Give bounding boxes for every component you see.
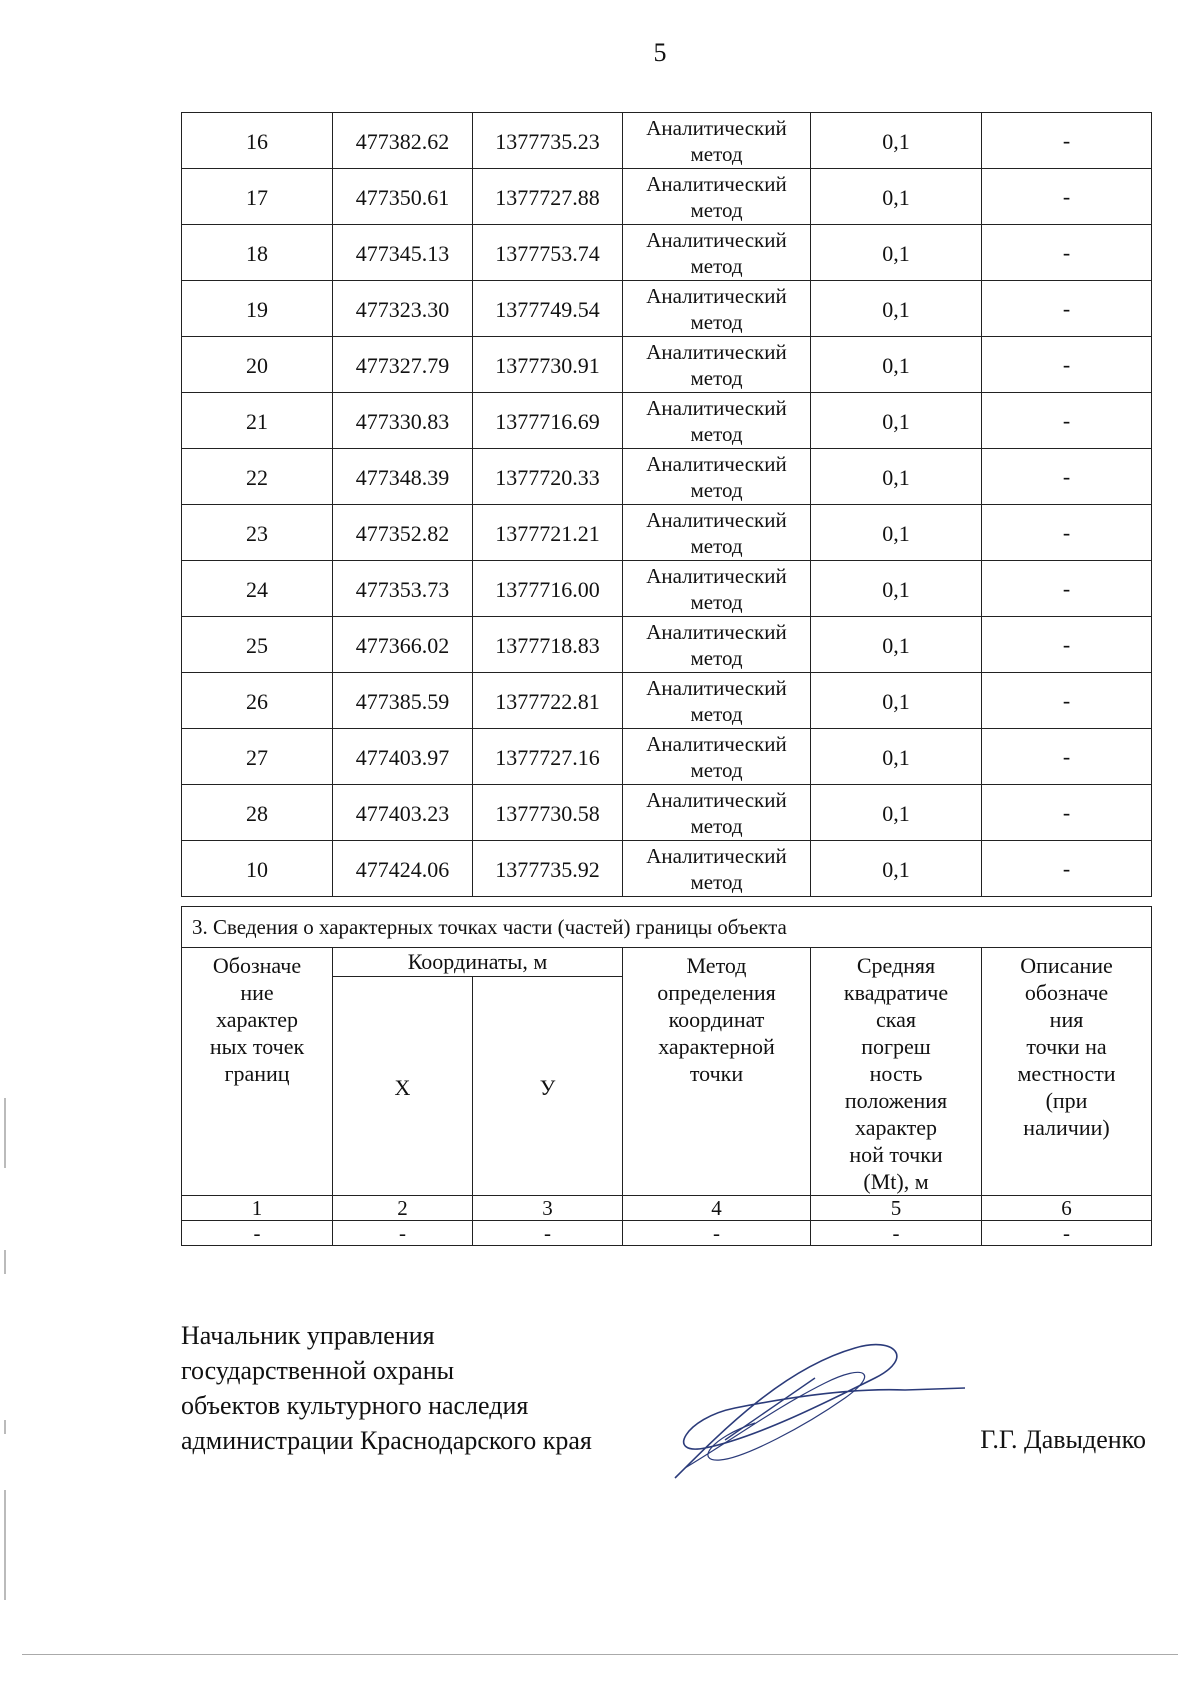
method-cell: Аналитический метод bbox=[623, 337, 811, 393]
column-number: 3 bbox=[473, 1196, 623, 1221]
description-cell: - bbox=[982, 225, 1152, 281]
error-cell: 0,1 bbox=[811, 281, 982, 337]
error-cell: 0,1 bbox=[811, 393, 982, 449]
empty-row bbox=[182, 1221, 1152, 1246]
description-cell: - bbox=[982, 393, 1152, 449]
x-coordinate-cell: 477327.79 bbox=[333, 337, 473, 393]
error-cell: 0,1 bbox=[811, 449, 982, 505]
x-coordinate-cell: 477323.30 bbox=[333, 281, 473, 337]
description-cell: - bbox=[982, 729, 1152, 785]
empty-cell: - bbox=[623, 1221, 811, 1246]
scan-edge-mark bbox=[4, 1098, 6, 1168]
error-cell: 0,1 bbox=[811, 841, 982, 897]
description-cell: - bbox=[982, 449, 1152, 505]
signer-position-line: администрации Краснодарского края bbox=[181, 1426, 592, 1455]
x-coordinate-cell: 477366.02 bbox=[333, 617, 473, 673]
table-row bbox=[182, 729, 1152, 785]
signer-position bbox=[181, 1318, 592, 1458]
x-coordinate-cell: 477382.62 bbox=[333, 113, 473, 169]
point-number-cell: 16 bbox=[182, 113, 333, 169]
method-cell: Аналитический метод bbox=[623, 393, 811, 449]
boundary-points-table bbox=[181, 112, 1152, 897]
y-coordinate-cell: 1377720.33 bbox=[473, 449, 623, 505]
method-cell: Аналитический метод bbox=[623, 561, 811, 617]
point-number-cell: 26 bbox=[182, 673, 333, 729]
section3-title: 3. Сведения о характерных точках части (частей) границы объекта bbox=[182, 907, 1152, 948]
x-coordinate-cell: 477424.06 bbox=[333, 841, 473, 897]
description-cell: - bbox=[982, 169, 1152, 225]
y-coordinate-cell: 1377716.69 bbox=[473, 393, 623, 449]
y-coordinate-cell: 1377721.21 bbox=[473, 505, 623, 561]
empty-cell: - bbox=[333, 1221, 473, 1246]
column-number: 5 bbox=[811, 1196, 982, 1221]
description-cell: - bbox=[982, 281, 1152, 337]
point-number-cell: 28 bbox=[182, 785, 333, 841]
x-coordinate-cell: 477348.39 bbox=[333, 449, 473, 505]
x-coordinate-cell: 477350.61 bbox=[333, 169, 473, 225]
header-method: Метод определения координат характерной точки bbox=[623, 948, 811, 1196]
header-description: Описание обозначе ния точки на местности (при наличии) bbox=[982, 948, 1152, 1196]
method-cell: Аналитический метод bbox=[623, 673, 811, 729]
point-number-cell: 25 bbox=[182, 617, 333, 673]
y-coordinate-cell: 1377749.54 bbox=[473, 281, 623, 337]
y-coordinate-cell: 1377735.23 bbox=[473, 113, 623, 169]
column-numbers-row bbox=[182, 1196, 1152, 1221]
y-coordinate-cell: 1377716.00 bbox=[473, 561, 623, 617]
scan-edge-mark bbox=[4, 1250, 6, 1274]
x-coordinate-cell: 477385.59 bbox=[333, 673, 473, 729]
table-row bbox=[182, 169, 1152, 225]
table-row bbox=[182, 785, 1152, 841]
x-coordinate-cell: 477345.13 bbox=[333, 225, 473, 281]
point-number-cell: 21 bbox=[182, 393, 333, 449]
error-cell: 0,1 bbox=[811, 505, 982, 561]
error-cell: 0,1 bbox=[811, 673, 982, 729]
signer-position-line: объектов культурного наследия bbox=[181, 1391, 529, 1420]
x-coordinate-cell: 477353.73 bbox=[333, 561, 473, 617]
error-cell: 0,1 bbox=[811, 169, 982, 225]
method-cell: Аналитический метод bbox=[623, 785, 811, 841]
header-coordinates: Координаты, м bbox=[333, 948, 623, 977]
table-row bbox=[182, 841, 1152, 897]
method-cell: Аналитический метод bbox=[623, 281, 811, 337]
empty-cell: - bbox=[473, 1221, 623, 1246]
y-coordinate-cell: 1377730.58 bbox=[473, 785, 623, 841]
error-cell: 0,1 bbox=[811, 617, 982, 673]
x-coordinate-cell: 477403.23 bbox=[333, 785, 473, 841]
x-coordinate-cell: 477330.83 bbox=[333, 393, 473, 449]
method-cell: Аналитический метод bbox=[623, 841, 811, 897]
table-row bbox=[182, 113, 1152, 169]
table-row bbox=[182, 617, 1152, 673]
error-cell: 0,1 bbox=[811, 729, 982, 785]
description-cell: - bbox=[982, 673, 1152, 729]
y-coordinate-cell: 1377727.16 bbox=[473, 729, 623, 785]
signer-position-line: Начальник управления bbox=[181, 1321, 435, 1350]
description-cell: - bbox=[982, 561, 1152, 617]
column-number: 2 bbox=[333, 1196, 473, 1221]
error-cell: 0,1 bbox=[811, 113, 982, 169]
method-cell: Аналитический метод bbox=[623, 505, 811, 561]
method-cell: Аналитический метод bbox=[623, 225, 811, 281]
description-cell: - bbox=[982, 505, 1152, 561]
table-row bbox=[182, 281, 1152, 337]
point-number-cell: 23 bbox=[182, 505, 333, 561]
header-designation: Обозначе ние характер ных точек границ bbox=[182, 948, 333, 1196]
header-x: Х bbox=[333, 976, 473, 1195]
error-cell: 0,1 bbox=[811, 785, 982, 841]
description-cell: - bbox=[982, 617, 1152, 673]
method-cell: Аналитический метод bbox=[623, 169, 811, 225]
point-number-cell: 19 bbox=[182, 281, 333, 337]
method-cell: Аналитический метод bbox=[623, 617, 811, 673]
column-number: 4 bbox=[623, 1196, 811, 1221]
table-row bbox=[182, 225, 1152, 281]
column-number: 6 bbox=[982, 1196, 1152, 1221]
section3-table bbox=[181, 906, 1152, 1246]
point-number-cell: 22 bbox=[182, 449, 333, 505]
y-coordinate-cell: 1377727.88 bbox=[473, 169, 623, 225]
header-y: У bbox=[473, 976, 623, 1195]
description-cell: - bbox=[982, 841, 1152, 897]
header-error: Средняя квадратиче ская погреш ность положения характер ной точки (Mt), м bbox=[811, 948, 982, 1196]
method-cell: Аналитический метод bbox=[623, 113, 811, 169]
point-number-cell: 20 bbox=[182, 337, 333, 393]
y-coordinate-cell: 1377722.81 bbox=[473, 673, 623, 729]
empty-cell: - bbox=[982, 1221, 1152, 1246]
table-row bbox=[182, 673, 1152, 729]
empty-cell: - bbox=[811, 1221, 982, 1246]
point-number-cell: 27 bbox=[182, 729, 333, 785]
table-row bbox=[182, 449, 1152, 505]
point-number-cell: 10 bbox=[182, 841, 333, 897]
column-number: 1 bbox=[182, 1196, 333, 1221]
error-cell: 0,1 bbox=[811, 561, 982, 617]
scan-edge-mark bbox=[4, 1490, 6, 1600]
signer-name: Г.Г. Давыденко bbox=[980, 1425, 1146, 1454]
description-cell: - bbox=[982, 337, 1152, 393]
method-cell: Аналитический метод bbox=[623, 449, 811, 505]
description-cell: - bbox=[982, 785, 1152, 841]
y-coordinate-cell: 1377718.83 bbox=[473, 617, 623, 673]
description-cell: - bbox=[982, 113, 1152, 169]
y-coordinate-cell: 1377735.92 bbox=[473, 841, 623, 897]
empty-cell: - bbox=[182, 1221, 333, 1246]
y-coordinate-cell: 1377753.74 bbox=[473, 225, 623, 281]
error-cell: 0,1 bbox=[811, 225, 982, 281]
page-bottom-rule bbox=[22, 1654, 1178, 1655]
point-number-cell: 17 bbox=[182, 169, 333, 225]
page-number: 5 bbox=[653, 38, 667, 67]
x-coordinate-cell: 477403.97 bbox=[333, 729, 473, 785]
method-cell: Аналитический метод bbox=[623, 729, 811, 785]
table-row bbox=[182, 505, 1152, 561]
table-row bbox=[182, 393, 1152, 449]
handwritten-signature bbox=[665, 1328, 965, 1488]
signer-position-line: государственной охраны bbox=[181, 1356, 455, 1385]
point-number-cell: 18 bbox=[182, 225, 333, 281]
point-number-cell: 24 bbox=[182, 561, 333, 617]
x-coordinate-cell: 477352.82 bbox=[333, 505, 473, 561]
error-cell: 0,1 bbox=[811, 337, 982, 393]
table-row bbox=[182, 561, 1152, 617]
y-coordinate-cell: 1377730.91 bbox=[473, 337, 623, 393]
table-row bbox=[182, 337, 1152, 393]
scan-edge-mark bbox=[4, 1420, 6, 1434]
